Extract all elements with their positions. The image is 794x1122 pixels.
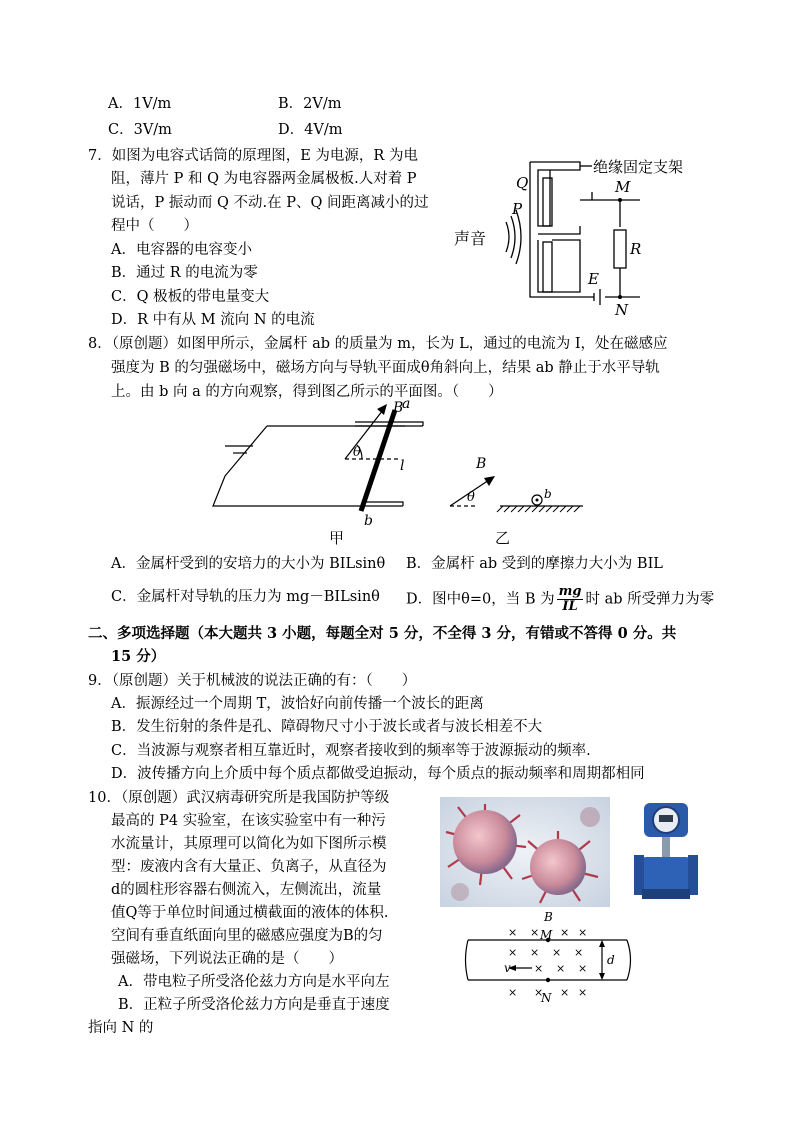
label-yi: 乙: [495, 529, 511, 546]
q10-stem-line-3: 水流量计，其原理可以简化为如下图所示模: [111, 836, 387, 852]
capacitor-microphone-figure: [450, 152, 710, 322]
label-l: l: [400, 458, 405, 474]
sound-label: 声音: [454, 229, 487, 248]
q8-stem-line-3: 上。由 b 向 a 的方向观察，得到图乙所示的平面图。（ ）: [111, 384, 503, 400]
label-r: R: [630, 240, 642, 258]
q6-option-d: D．4V/m: [278, 122, 343, 138]
q6-option-b: B．2V/m: [278, 96, 342, 112]
q8-option-a: A．金属杆受到的安培力的大小为 BILsinθ: [111, 556, 386, 572]
flow-channel-figure: [462, 910, 637, 1006]
q8-option-d-post: 时 ab 所受弹力为零: [585, 591, 715, 608]
q9-option-c: C．当波源与观察者相互靠近时，观察者接收到的频率等于波源振动的频率.: [111, 743, 591, 759]
cross-14: ×: [560, 986, 570, 999]
cross-1: ×: [508, 926, 518, 939]
cross-12: ×: [508, 986, 518, 999]
label-theta-1: θ: [353, 445, 361, 460]
label-b-end: b: [364, 513, 373, 529]
label-m: M: [615, 178, 631, 196]
cross-15: ×: [578, 986, 588, 999]
q9-option-a: A．振源经过一个周期 T，波恰好向前传播一个波长的距离: [111, 696, 484, 712]
q7-option-b: B．通过 R 的电流为零: [111, 265, 258, 281]
cross-9: ×: [534, 962, 544, 975]
q7-option-a: A．电容器的电容变小: [111, 242, 252, 258]
label-v: v: [504, 961, 511, 975]
flow-meter-image: [630, 797, 702, 909]
fraction-numerator: mg: [558, 584, 582, 599]
q6-option-a: A．1V/m: [108, 96, 172, 112]
q10-stem-line-5: d的圆柱形容器右侧流入，左侧流出，流量: [111, 882, 382, 898]
q7-option-d: D．R 中有从 M 流向 N 的电流: [111, 312, 315, 328]
q8-stem-line-1: 8．（原创题）如图甲所示，金属杆 ab 的质量为 m，长为 L，通过的电流为 I，处在磁感应: [88, 336, 668, 352]
support-label: 绝缘固定支架: [593, 158, 684, 176]
cross-10: ×: [556, 962, 566, 975]
fraction-mg-over-il: [557, 585, 584, 614]
q6-option-c: C．3V/m: [108, 122, 172, 138]
section-2-heading-line-1: 二、多项选择题（本大题共 3 小题，每题全对 5 分，不全得 3 分，有错或不答得 0 分。共: [88, 625, 677, 642]
q7-stem-line-1: 7．如图为电容式话筒的原理图，E 为电源，R 为电: [88, 148, 418, 164]
q7-option-c: C．Q 极板的带电量变大: [111, 289, 270, 305]
label-d: d: [607, 953, 615, 967]
cross-7: ×: [552, 946, 562, 959]
label-b-field-3: B: [544, 910, 553, 924]
cross-3: ×: [560, 926, 570, 939]
cross-6: ×: [530, 946, 540, 959]
q8-stem-line-2: 强度为 B 的匀强磁场中，磁场方向与导轨平面成θ角斜向上，结果 ab 静止于水平导轨: [111, 360, 660, 376]
section-2-heading-line-2: 15 分）: [111, 648, 166, 665]
cross-8: ×: [574, 946, 584, 959]
label-b-field: B: [393, 400, 404, 416]
label-q: Q: [516, 174, 529, 192]
q10-stem-line-8: 强磁场，下列说法正确的是（ ）: [111, 951, 343, 967]
cross-2: ×: [530, 926, 540, 939]
label-a: a: [402, 398, 411, 412]
label-theta-2: θ: [467, 490, 475, 505]
q10-stem-line-2: 最高的 P4 实验室，在该实验室中有一种污: [111, 813, 386, 829]
q9-option-d: D．波传播方向上介质中每个质点都做受迫振动，每个质点的振动频率和周期都相同: [111, 766, 645, 782]
q7-stem-line-2: 阻，薄片 P 和 Q 为电容器两金属极板.人对着 P: [111, 171, 417, 187]
label-e: E: [588, 270, 599, 288]
q10-option-a: A．带电粒子所受洛伦兹力方向是水平向左: [118, 974, 390, 990]
q10-stem-line-4: 型：废液内含有大量正、负离子，从直径为: [111, 859, 387, 875]
label-jia: 甲: [329, 529, 345, 546]
label-b-dot: b: [544, 487, 552, 501]
rod-on-rails-figure: [205, 398, 585, 546]
cross-5: ×: [508, 946, 518, 959]
q10-option-b-line-2: 指向 N 的: [88, 1020, 154, 1036]
q7-stem-line-4: 程中（ ）: [111, 218, 198, 234]
cross-4: ×: [578, 926, 588, 939]
q9-option-b: B．发生衍射的条件是孔、障碍物尺寸小于波长或者与波长相差不大: [111, 719, 543, 735]
label-n-2: N: [541, 991, 552, 1005]
q8-option-d-pre: D．图中θ=0，当 B 为: [406, 591, 555, 608]
label-n: N: [615, 301, 629, 319]
virus-image: [440, 797, 610, 907]
fraction-denominator: IL: [562, 599, 578, 614]
label-m-2: M: [540, 928, 553, 942]
q8-option-b: B．金属杆 ab 受到的摩擦力大小为 BIL: [406, 556, 663, 572]
q10-stem-line-7: 空间有垂直纸面向里的磁感应强度为B的匀: [111, 928, 383, 944]
q8-option-c: C．金属杆对导轨的压力为 mg－BILsinθ: [111, 589, 380, 605]
q10-stem-line-1: 10．（原创题）武汉病毒研究所是我国防护等级: [88, 790, 390, 806]
label-p: P: [512, 200, 523, 218]
q10-stem-line-6: 值Q等于单位时间通过横截面的液体的体积.: [111, 905, 389, 921]
q7-stem-line-3: 说话，P 振动而 Q 不动.在 P、Q 间距离减小的过: [111, 195, 429, 211]
q10-option-b-line-1: B．正粒子所受洛伦兹力方向是垂直于速度: [118, 997, 390, 1013]
q9-stem: 9．（原创题）关于机械波的说法正确的有：（ ）: [88, 673, 417, 689]
cross-11: ×: [578, 962, 588, 975]
cross-13: ×: [534, 986, 544, 999]
q8-option-d: [406, 585, 714, 614]
label-b-field-2: B: [476, 456, 487, 472]
